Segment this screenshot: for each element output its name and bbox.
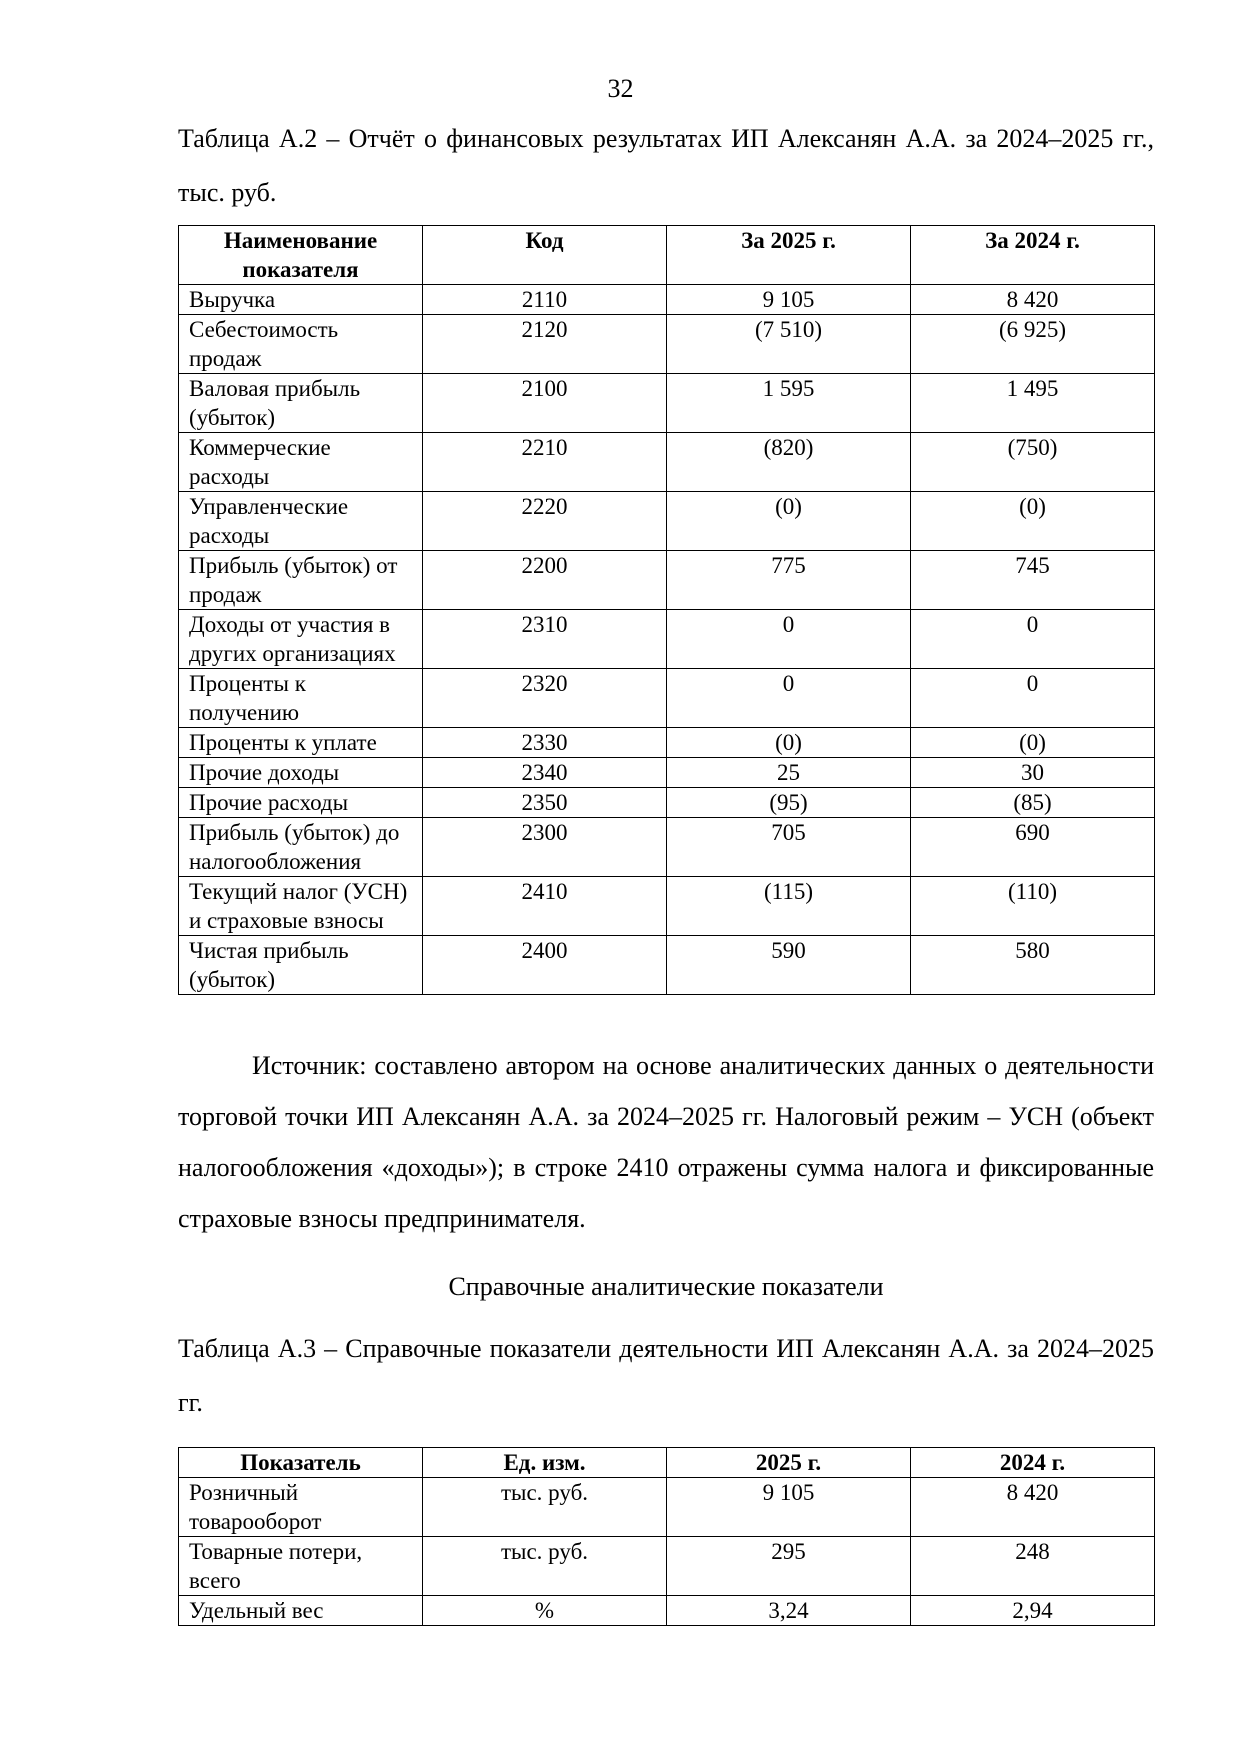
page-number: 32 [607,74,634,103]
cell-name: Валовая прибыль (убыток) [179,374,423,433]
cell-y2025: 0 [667,669,911,728]
cell-name: Проценты к уплате [179,728,423,758]
cell-y2024: 8 420 [911,1478,1155,1537]
cell-y2024: 1 495 [911,374,1155,433]
header-2025: За 2025 г. [667,226,911,285]
table-row [179,374,1155,433]
cell-name: Прочие расходы [179,788,423,818]
cell-y2025: 590 [667,936,911,995]
cell-name: Прибыль (убыток) от продаж [179,551,423,610]
cell-y2025: 25 [667,758,911,788]
table-row [179,788,1155,818]
table-row [179,492,1155,551]
table-row [179,936,1155,995]
cell-name: Товарные потери, всего [179,1537,423,1596]
cell-code: 2220 [423,492,667,551]
table-row [179,758,1155,788]
cell-y2024: 30 [911,758,1155,788]
table-row [179,315,1155,374]
cell-code: 2340 [423,758,667,788]
cell-y2024: 745 [911,551,1155,610]
cell-y2025: (0) [667,728,911,758]
cell-code: 2310 [423,610,667,669]
cell-code: 2200 [423,551,667,610]
table-row [179,818,1155,877]
header-2025: 2025 г. [667,1448,911,1478]
header-2024: За 2024 г. [911,226,1155,285]
cell-y2025: 295 [667,1537,911,1596]
cell-name: Прибыль (убыток) до налогообложения [179,818,423,877]
cell-y2024: (750) [911,433,1155,492]
cell-y2025: 3,24 [667,1596,911,1626]
table1-caption: Таблица А.2 – Отчёт о финансовых результатах ИП Алексанян А.А. за 2024–2025 гг., тыс. руб. [178,124,1154,207]
table-row [179,285,1155,315]
cell-name: Себестоимость продаж [179,315,423,374]
cell-name: Розничный товарооборот [179,1478,423,1537]
cell-code: 2330 [423,728,667,758]
cell-name: Текущий налог (УСН) и страховые взносы [179,877,423,936]
cell-y2025: 0 [667,610,911,669]
cell-name: Управленческие расходы [179,492,423,551]
cell-code: 2320 [423,669,667,728]
cell-code: 2300 [423,818,667,877]
cell-name: Выручка [179,285,423,315]
table-header-row [179,1448,1155,1478]
table-row [179,877,1155,936]
cell-y2024: 0 [911,610,1155,669]
reference-indicators-table [178,1447,1155,1626]
header-code: Код [423,226,667,285]
cell-y2025: 9 105 [667,1478,911,1537]
cell-y2025: 9 105 [667,285,911,315]
cell-name: Удельный вес [179,1596,423,1626]
cell-code: 2100 [423,374,667,433]
cell-y2024: 690 [911,818,1155,877]
cell-code: 2410 [423,877,667,936]
cell-y2024: (85) [911,788,1155,818]
source-note: Источник: составлено автором на основе аналитических данных о деятельности торговой точки ИП Алексанян А.А. за 2024–2025 гг. Налоговый режим – УСН (объект налогообложения «доходы»); в строке 2410 отражены сумма налога и фиксированные страховые взносы предпринимателя. [178,1051,1154,1233]
cell-y2024: 248 [911,1537,1155,1596]
cell-y2024: (0) [911,492,1155,551]
table-row [179,610,1155,669]
cell-y2024: 0 [911,669,1155,728]
cell-name: Прочие доходы [179,758,423,788]
table-row [179,669,1155,728]
table-row [179,728,1155,758]
cell-code: 2350 [423,788,667,818]
cell-y2025: (0) [667,492,911,551]
cell-y2024: 2,94 [911,1596,1155,1626]
section-title: Справочные аналитические показатели [448,1272,884,1301]
cell-unit: тыс. руб. [423,1478,667,1537]
header-unit: Ед. изм. [423,1448,667,1478]
table-row [179,1596,1155,1626]
cell-unit: тыс. руб. [423,1537,667,1596]
cell-y2024: 8 420 [911,285,1155,315]
table-row [179,433,1155,492]
table2-caption: Таблица А.3 – Справочные показатели деятельности ИП Алексанян А.А. за 2024–2025 гг. [178,1334,1154,1417]
cell-y2025: 775 [667,551,911,610]
header-name: Наименование показателя [179,226,423,285]
header-indicator: Показатель [179,1448,423,1478]
cell-y2024: 580 [911,936,1155,995]
cell-y2025: 1 595 [667,374,911,433]
table-header-row [179,226,1155,285]
header-2024: 2024 г. [911,1448,1155,1478]
cell-name: Доходы от участия в других организациях [179,610,423,669]
cell-code: 2400 [423,936,667,995]
cell-code: 2210 [423,433,667,492]
cell-name: Проценты к получению [179,669,423,728]
table-row [179,1478,1155,1537]
cell-y2024: (110) [911,877,1155,936]
cell-unit: % [423,1596,667,1626]
cell-name: Коммерческие расходы [179,433,423,492]
table-row [179,551,1155,610]
table-row [179,1537,1155,1596]
cell-y2025: (7 510) [667,315,911,374]
cell-code: 2120 [423,315,667,374]
cell-name: Чистая прибыль (убыток) [179,936,423,995]
cell-y2025: (820) [667,433,911,492]
cell-y2025: (115) [667,877,911,936]
cell-y2024: (0) [911,728,1155,758]
cell-y2024: (6 925) [911,315,1155,374]
financial-results-table [178,225,1155,995]
cell-code: 2110 [423,285,667,315]
cell-y2025: (95) [667,788,911,818]
cell-y2025: 705 [667,818,911,877]
